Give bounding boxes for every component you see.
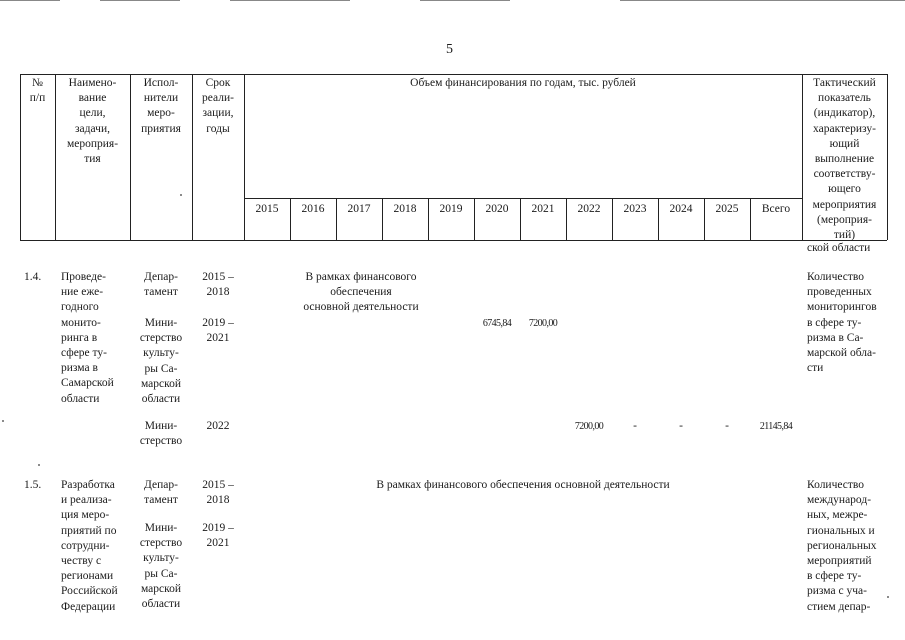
scan-artifact-line xyxy=(100,0,180,1)
row-executor-3: Мини- стерство xyxy=(139,420,183,448)
year-2021: 2021 xyxy=(531,203,555,215)
row-term-2: 2019 – 2021 xyxy=(202,522,234,550)
row-executor-1: Депар- тамент xyxy=(144,479,178,507)
row-value-2020: 6745,84 xyxy=(482,318,512,329)
year-2019: 2019 xyxy=(439,203,463,215)
year-2023: 2023 xyxy=(623,203,647,215)
row-term-3: 2022 xyxy=(206,420,230,432)
header-term: Срок реали- зации, годы xyxy=(202,77,234,135)
year-2020: 2020 xyxy=(485,203,509,215)
col-border xyxy=(887,74,888,240)
scan-artifact-line xyxy=(620,0,905,1)
row-value-2021: 7200,00 xyxy=(528,318,558,329)
row-value-2022: 7200,00 xyxy=(574,421,604,432)
row-value-2024: - xyxy=(679,420,683,432)
row-term-1: 2015 – 2018 xyxy=(202,271,234,299)
row-executor-1: Депар- тамент xyxy=(144,271,178,299)
table-bottom-border xyxy=(20,240,887,241)
year-2022: 2022 xyxy=(577,203,601,215)
header-funding: Объем финансирования по годам, тыс. рублей xyxy=(410,77,636,89)
row-executor-2: Мини- стерство культу- ры Са- марской области xyxy=(139,522,183,611)
row-executor-2: Мини- стерство культу- ры Са- марской области xyxy=(139,317,183,406)
year-2025: 2025 xyxy=(715,203,739,215)
scan-artifact-line xyxy=(230,0,350,1)
row-indicator: Количество международ- ных, межре- гиональных и региональных мероприятий в сфере ту- ризма с уча- стием депар- xyxy=(807,479,877,613)
row-value-total: 21145,84 xyxy=(759,421,793,432)
years-top-border xyxy=(244,198,802,199)
row-name: Проведе- ние еже- годного монито- ринга в сфере ту- ризма в Самарской области xyxy=(61,271,114,405)
year-2018: 2018 xyxy=(393,203,417,215)
header-number: № п/п xyxy=(29,77,46,105)
row-term-2: 2019 – 2021 xyxy=(202,317,234,345)
header-executors: Испол- нители меро- приятия xyxy=(141,77,181,135)
year-2024: 2024 xyxy=(669,203,693,215)
row-name: Разработка и реализа- ция меро- приятий по сотрудни- честву с регионами Российской Федерации xyxy=(61,479,118,613)
scan-speck xyxy=(180,194,182,196)
row-funding-note: В рамках финансового обеспечения основной деятельности xyxy=(303,271,419,314)
table-top-border xyxy=(20,74,887,75)
scan-speck xyxy=(38,464,40,466)
year-2015: 2015 xyxy=(255,203,279,215)
scan-speck xyxy=(887,596,889,598)
row-indicator: Количество проведенных мониторингов в сфере ту- ризма в Са- марской обла- сти xyxy=(807,271,877,375)
row-number: 1.4. xyxy=(24,271,42,283)
year-total: Всего xyxy=(761,203,791,215)
header-name: Наимено- вание цели, задачи, мероприя- тия xyxy=(66,77,119,166)
row-value-2023: - xyxy=(633,420,637,432)
row-funding-note: В рамках финансового обеспечения основной деятельности xyxy=(376,479,670,491)
row-number: 1.5. xyxy=(24,479,42,491)
page-number: 5 xyxy=(446,42,453,57)
year-2016: 2016 xyxy=(301,203,325,215)
year-2017: 2017 xyxy=(347,203,371,215)
carryover-text: ской области xyxy=(807,242,871,254)
row-term-1: 2015 – 2018 xyxy=(202,479,234,507)
row-value-2025: - xyxy=(725,420,729,432)
scan-artifact-line xyxy=(0,0,60,1)
scan-speck xyxy=(2,420,4,422)
scan-artifact-line xyxy=(420,0,510,1)
header-indicator: Тактический показатель (индикатор), характеризу- ющий выполнение соответству- ющего мероприятия (мероприя- тий) xyxy=(812,77,877,242)
